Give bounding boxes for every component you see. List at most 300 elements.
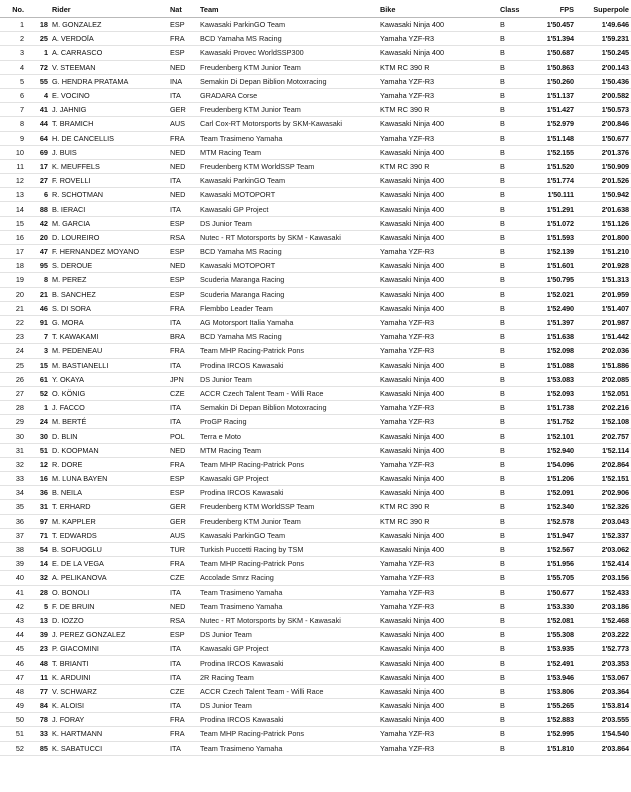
cell-position: 38 — [0, 542, 26, 556]
cell-rider-number: 39 — [26, 628, 50, 642]
cell-nationality: NED — [168, 145, 198, 159]
cell-rider-number: 77 — [26, 684, 50, 698]
cell-rider-name: T. EDWARDS — [50, 528, 168, 542]
table-row — [0, 259, 631, 273]
cell-rider-number: 69 — [26, 145, 50, 159]
column-header-nat: Nat — [168, 5, 198, 18]
cell-superpole-time: 2'02.085 — [576, 372, 631, 386]
table-row — [0, 60, 631, 74]
cell-rider-name: D. IOZZO — [50, 613, 168, 627]
cell-fps-time: 1'51.593 — [528, 230, 576, 244]
cell-team: Freudenberg KTM Junior Team — [198, 514, 378, 528]
cell-rider-number: 54 — [26, 542, 50, 556]
cell-rider-name: E. DE LA VEGA — [50, 557, 168, 571]
table-row — [0, 188, 631, 202]
cell-team: Freudenberg KTM Junior Team — [198, 103, 378, 117]
cell-bike: Yamaha YZF-R3 — [378, 131, 498, 145]
cell-fps-time: 1'55.265 — [528, 699, 576, 713]
cell-nationality: ITA — [168, 88, 198, 102]
table-row — [0, 642, 631, 656]
cell-rider-number: 61 — [26, 372, 50, 386]
cell-nationality: FRA — [168, 301, 198, 315]
cell-rider-name: V. STEEMAN — [50, 60, 168, 74]
cell-rider-number: 46 — [26, 301, 50, 315]
cell-position: 36 — [0, 514, 26, 528]
cell-rider-number: 1 — [26, 46, 50, 60]
cell-superpole-time: 1'53.067 — [576, 670, 631, 684]
cell-bike: Kawasaki Ninja 400 — [378, 628, 498, 642]
cell-bike: Kawasaki Ninja 400 — [378, 613, 498, 627]
cell-nationality: ESP — [168, 472, 198, 486]
cell-rider-name: P. GIACOMINI — [50, 642, 168, 656]
cell-rider-name: D. LOUREIRO — [50, 230, 168, 244]
cell-nationality: ESP — [168, 245, 198, 259]
cell-fps-time: 1'53.083 — [528, 372, 576, 386]
cell-rider-name: T. KAWAKAMI — [50, 330, 168, 344]
cell-superpole-time: 2'03.222 — [576, 628, 631, 642]
cell-fps-time: 1'51.638 — [528, 330, 576, 344]
cell-bike: Kawasaki Ninja 400 — [378, 642, 498, 656]
cell-position: 15 — [0, 216, 26, 230]
cell-superpole-time: 1'52.151 — [576, 472, 631, 486]
table-row — [0, 46, 631, 60]
cell-superpole-time: 2'02.757 — [576, 429, 631, 443]
cell-fps-time: 1'51.752 — [528, 415, 576, 429]
cell-class: B — [498, 301, 528, 315]
cell-rider-name: G. MORA — [50, 315, 168, 329]
table-row — [0, 202, 631, 216]
cell-nationality: GER — [168, 103, 198, 117]
cell-superpole-time: 1'51.210 — [576, 245, 631, 259]
cell-bike: Kawasaki Ninja 400 — [378, 46, 498, 60]
cell-bike: Kawasaki Ninja 400 — [378, 188, 498, 202]
cell-rider-name: M. PEDENEAU — [50, 344, 168, 358]
cell-superpole-time: 2'01.987 — [576, 315, 631, 329]
cell-position: 14 — [0, 202, 26, 216]
cell-position: 50 — [0, 713, 26, 727]
cell-rider-name: S. DEROUE — [50, 259, 168, 273]
cell-position: 12 — [0, 174, 26, 188]
cell-fps-time: 1'52.578 — [528, 514, 576, 528]
cell-bike: Kawasaki Ninja 400 — [378, 684, 498, 698]
cell-nationality: FRA — [168, 131, 198, 145]
cell-bike: Kawasaki Ninja 400 — [378, 273, 498, 287]
cell-position: 22 — [0, 315, 26, 329]
cell-team: Flembbo Leader Team — [198, 301, 378, 315]
cell-class: B — [498, 74, 528, 88]
cell-class: B — [498, 131, 528, 145]
table-row — [0, 245, 631, 259]
cell-team: Team MHP Racing-Patrick Pons — [198, 557, 378, 571]
cell-position: 24 — [0, 344, 26, 358]
table-row — [0, 330, 631, 344]
cell-nationality: ESP — [168, 287, 198, 301]
table-row — [0, 18, 631, 32]
cell-class: B — [498, 259, 528, 273]
cell-fps-time: 1'55.705 — [528, 571, 576, 585]
cell-nationality: NED — [168, 443, 198, 457]
cell-bike: KTM RC 390 R — [378, 500, 498, 514]
cell-position: 18 — [0, 259, 26, 273]
cell-position: 33 — [0, 472, 26, 486]
cell-rider-number: 30 — [26, 429, 50, 443]
cell-nationality: ESP — [168, 273, 198, 287]
cell-bike: Yamaha YZF-R3 — [378, 330, 498, 344]
cell-rider-number: 3 — [26, 344, 50, 358]
cell-class: B — [498, 670, 528, 684]
cell-position: 16 — [0, 230, 26, 244]
cell-nationality: AUS — [168, 528, 198, 542]
cell-bike: Kawasaki Ninja 400 — [378, 216, 498, 230]
cell-rider-name: H. DE CANCELLIS — [50, 131, 168, 145]
cell-fps-time: 1'50.260 — [528, 74, 576, 88]
cell-bike: Kawasaki Ninja 400 — [378, 443, 498, 457]
cell-fps-time: 1'51.947 — [528, 528, 576, 542]
cell-rider-number: 23 — [26, 642, 50, 656]
cell-bike: Kawasaki Ninja 400 — [378, 472, 498, 486]
cell-team: Freudenberg KTM WorldSSP Team — [198, 159, 378, 173]
cell-class: B — [498, 628, 528, 642]
cell-bike: KTM RC 390 R — [378, 103, 498, 117]
table-row — [0, 344, 631, 358]
table-row — [0, 174, 631, 188]
cell-fps-time: 1'50.677 — [528, 585, 576, 599]
cell-rider-name: V. SCHWARZ — [50, 684, 168, 698]
cell-nationality: ITA — [168, 585, 198, 599]
cell-team: DS Junior Team — [198, 372, 378, 386]
cell-class: B — [498, 273, 528, 287]
cell-team: ProGP Racing — [198, 415, 378, 429]
cell-rider-name: T. ERHARD — [50, 500, 168, 514]
cell-rider-number: 51 — [26, 443, 50, 457]
cell-rider-number: 27 — [26, 174, 50, 188]
cell-nationality: FRA — [168, 344, 198, 358]
cell-team: Team Trasimeno Yamaha — [198, 131, 378, 145]
cell-nationality: FRA — [168, 457, 198, 471]
cell-nationality: NED — [168, 259, 198, 273]
cell-rider-number: 12 — [26, 457, 50, 471]
cell-position: 37 — [0, 528, 26, 542]
cell-rider-name: B. NEILA — [50, 486, 168, 500]
table-row — [0, 145, 631, 159]
table-row — [0, 273, 631, 287]
cell-nationality: GER — [168, 500, 198, 514]
cell-superpole-time: 1'50.245 — [576, 46, 631, 60]
cell-nationality: ESP — [168, 486, 198, 500]
cell-rider-name: R. DORE — [50, 457, 168, 471]
cell-team: Kawasaki ParkinGO Team — [198, 528, 378, 542]
cell-nationality: ESP — [168, 18, 198, 32]
cell-rider-number: 32 — [26, 571, 50, 585]
cell-bike: Yamaha YZF-R3 — [378, 599, 498, 613]
cell-rider-name: M. GARCIA — [50, 216, 168, 230]
cell-bike: Kawasaki Ninja 400 — [378, 287, 498, 301]
cell-rider-number: 14 — [26, 557, 50, 571]
cell-position: 9 — [0, 131, 26, 145]
cell-bike: Yamaha YZF-R3 — [378, 344, 498, 358]
cell-team: Kawasaki GP Project — [198, 472, 378, 486]
column-header-bike: Bike — [378, 5, 498, 18]
table-row — [0, 358, 631, 372]
cell-class: B — [498, 145, 528, 159]
cell-rider-name: B. SANCHEZ — [50, 287, 168, 301]
cell-rider-name: K. ARDUINI — [50, 670, 168, 684]
cell-team: BCD Yamaha MS Racing — [198, 245, 378, 259]
cell-class: B — [498, 415, 528, 429]
cell-fps-time: 1'50.863 — [528, 60, 576, 74]
cell-class: B — [498, 202, 528, 216]
cell-team: 2R Racing Team — [198, 670, 378, 684]
cell-class: B — [498, 500, 528, 514]
cell-rider-name: O. BONOLI — [50, 585, 168, 599]
cell-fps-time: 1'50.457 — [528, 18, 576, 32]
cell-bike: KTM RC 390 R — [378, 159, 498, 173]
cell-rider-name: F. DE BRUIN — [50, 599, 168, 613]
cell-position: 32 — [0, 457, 26, 471]
cell-bike: Kawasaki Ninja 400 — [378, 386, 498, 400]
cell-rider-name: J. BUIS — [50, 145, 168, 159]
cell-position: 10 — [0, 145, 26, 159]
table-row — [0, 599, 631, 613]
cell-team: ACCR Czech Talent Team - Willi Race — [198, 684, 378, 698]
cell-superpole-time: 1'52.337 — [576, 528, 631, 542]
cell-class: B — [498, 713, 528, 727]
cell-team: Prodina IRCOS Kawasaki — [198, 713, 378, 727]
cell-rider-name: A. PELIKANOVA — [50, 571, 168, 585]
cell-nationality: ITA — [168, 656, 198, 670]
cell-fps-time: 1'51.291 — [528, 202, 576, 216]
cell-position: 40 — [0, 571, 26, 585]
cell-bike: Yamaha YZF-R3 — [378, 401, 498, 415]
cell-fps-time: 1'51.394 — [528, 32, 576, 46]
cell-nationality: ITA — [168, 699, 198, 713]
table-row — [0, 528, 631, 542]
cell-team: Freudenberg KTM WorldSSP Team — [198, 500, 378, 514]
cell-rider-number: 7 — [26, 330, 50, 344]
cell-bike: Kawasaki Ninja 400 — [378, 358, 498, 372]
cell-bike: Kawasaki Ninja 400 — [378, 18, 498, 32]
cell-class: B — [498, 642, 528, 656]
table-row — [0, 727, 631, 741]
cell-superpole-time: 2'03.353 — [576, 656, 631, 670]
cell-class: B — [498, 585, 528, 599]
cell-superpole-time: 2'00.143 — [576, 60, 631, 74]
cell-fps-time: 1'53.806 — [528, 684, 576, 698]
table-row — [0, 429, 631, 443]
cell-nationality: ITA — [168, 642, 198, 656]
cell-class: B — [498, 542, 528, 556]
table-row — [0, 628, 631, 642]
cell-fps-time: 1'52.091 — [528, 486, 576, 500]
cell-superpole-time: 1'50.573 — [576, 103, 631, 117]
cell-team: Kawasaki ParkinGO Team — [198, 18, 378, 32]
cell-fps-time: 1'51.956 — [528, 557, 576, 571]
cell-bike: Kawasaki Ninja 400 — [378, 528, 498, 542]
table-row — [0, 103, 631, 117]
cell-rider-number: 48 — [26, 656, 50, 670]
cell-team: DS Junior Team — [198, 216, 378, 230]
cell-superpole-time: 2'03.156 — [576, 571, 631, 585]
cell-rider-number: 18 — [26, 18, 50, 32]
cell-position: 51 — [0, 727, 26, 741]
cell-team: Team MHP Racing-Patrick Pons — [198, 344, 378, 358]
cell-fps-time: 1'51.072 — [528, 216, 576, 230]
cell-bike: Kawasaki Ninja 400 — [378, 145, 498, 159]
cell-rider-number: 20 — [26, 230, 50, 244]
table-row — [0, 656, 631, 670]
cell-fps-time: 1'52.340 — [528, 500, 576, 514]
cell-rider-name: T. BRAMICH — [50, 117, 168, 131]
cell-nationality: ITA — [168, 401, 198, 415]
cell-bike: Yamaha YZF-R3 — [378, 88, 498, 102]
cell-rider-name: J. FORAY — [50, 713, 168, 727]
cell-team: MTM Racing Team — [198, 443, 378, 457]
cell-bike: Kawasaki Ninja 400 — [378, 713, 498, 727]
cell-position: 25 — [0, 358, 26, 372]
cell-superpole-time: 1'52.468 — [576, 613, 631, 627]
cell-class: B — [498, 245, 528, 259]
cell-nationality: AUS — [168, 117, 198, 131]
cell-rider-name: M. KAPPLER — [50, 514, 168, 528]
cell-fps-time: 1'53.946 — [528, 670, 576, 684]
cell-team: Kawasaki MOTOPORT — [198, 259, 378, 273]
cell-fps-time: 1'52.979 — [528, 117, 576, 131]
cell-superpole-time: 2'02.036 — [576, 344, 631, 358]
cell-superpole-time: 2'03.864 — [576, 741, 631, 755]
column-header-position: No. — [0, 5, 26, 18]
cell-rider-name: D. KOOPMAN — [50, 443, 168, 457]
cell-class: B — [498, 514, 528, 528]
cell-nationality: ITA — [168, 670, 198, 684]
cell-class: B — [498, 88, 528, 102]
cell-nationality: ITA — [168, 415, 198, 429]
table-row — [0, 571, 631, 585]
cell-superpole-time: 2'02.906 — [576, 486, 631, 500]
cell-rider-name: K. SABATUCCI — [50, 741, 168, 755]
cell-superpole-time: 1'51.126 — [576, 216, 631, 230]
cell-rider-number: 52 — [26, 386, 50, 400]
cell-team: Kawasaki GP Project — [198, 202, 378, 216]
cell-superpole-time: 1'51.442 — [576, 330, 631, 344]
cell-rider-number: 33 — [26, 727, 50, 741]
cell-nationality: CZE — [168, 571, 198, 585]
cell-nationality: FRA — [168, 32, 198, 46]
cell-fps-time: 1'51.148 — [528, 131, 576, 145]
cell-rider-name: A. VERDOÏA — [50, 32, 168, 46]
cell-team: Kawasaki Provec WorldSSP300 — [198, 46, 378, 60]
cell-position: 42 — [0, 599, 26, 613]
table-row — [0, 88, 631, 102]
cell-rider-number: 47 — [26, 245, 50, 259]
cell-rider-number: 64 — [26, 131, 50, 145]
cell-bike: Kawasaki Ninja 400 — [378, 259, 498, 273]
cell-fps-time: 1'54.096 — [528, 457, 576, 471]
cell-team: Scuderia Maranga Racing — [198, 287, 378, 301]
cell-team: Kawasaki ParkinGO Team — [198, 174, 378, 188]
cell-rider-number: 71 — [26, 528, 50, 542]
cell-rider-name: M. PEREZ — [50, 273, 168, 287]
cell-position: 17 — [0, 245, 26, 259]
cell-team: GRADARA Corse — [198, 88, 378, 102]
table-row — [0, 557, 631, 571]
cell-position: 30 — [0, 429, 26, 443]
cell-team: DS Junior Team — [198, 628, 378, 642]
cell-bike: Yamaha YZF-R3 — [378, 32, 498, 46]
cell-team: BCD Yamaha MS Racing — [198, 32, 378, 46]
table-row — [0, 713, 631, 727]
table-row — [0, 372, 631, 386]
cell-fps-time: 1'51.397 — [528, 315, 576, 329]
cell-bike: Yamaha YZF-R3 — [378, 727, 498, 741]
cell-rider-number: 88 — [26, 202, 50, 216]
cell-class: B — [498, 401, 528, 415]
cell-fps-time: 1'52.490 — [528, 301, 576, 315]
cell-rider-name: D. BLIN — [50, 429, 168, 443]
cell-rider-number: 91 — [26, 315, 50, 329]
cell-bike: Yamaha YZF-R3 — [378, 557, 498, 571]
cell-fps-time: 1'52.567 — [528, 542, 576, 556]
cell-superpole-time: 2'03.043 — [576, 514, 631, 528]
cell-fps-time: 1'52.101 — [528, 429, 576, 443]
cell-nationality: INA — [168, 74, 198, 88]
cell-nationality: POL — [168, 429, 198, 443]
table-header-row — [0, 5, 631, 18]
cell-position: 46 — [0, 656, 26, 670]
cell-team: Prodina IRCOS Kawasaki — [198, 656, 378, 670]
cell-position: 27 — [0, 386, 26, 400]
cell-rider-name: B. SOFUOGLU — [50, 542, 168, 556]
cell-position: 20 — [0, 287, 26, 301]
cell-rider-number: 41 — [26, 103, 50, 117]
cell-class: B — [498, 344, 528, 358]
cell-rider-number: 36 — [26, 486, 50, 500]
cell-class: B — [498, 457, 528, 471]
cell-rider-number: 55 — [26, 74, 50, 88]
column-header-class: Class — [498, 5, 528, 18]
cell-team: ACCR Czech Talent Team - Willi Race — [198, 386, 378, 400]
cell-rider-number: 72 — [26, 60, 50, 74]
cell-rider-name: K. ALOISI — [50, 699, 168, 713]
cell-rider-name: R. SCHOTMAN — [50, 188, 168, 202]
cell-class: B — [498, 18, 528, 32]
cell-class: B — [498, 117, 528, 131]
cell-nationality: ESP — [168, 628, 198, 642]
cell-rider-number: 21 — [26, 287, 50, 301]
cell-fps-time: 1'51.427 — [528, 103, 576, 117]
cell-fps-time: 1'53.330 — [528, 599, 576, 613]
cell-rider-number: 11 — [26, 670, 50, 684]
cell-class: B — [498, 32, 528, 46]
table-row — [0, 159, 631, 173]
cell-position: 5 — [0, 74, 26, 88]
cell-position: 52 — [0, 741, 26, 755]
cell-fps-time: 1'52.155 — [528, 145, 576, 159]
cell-nationality: FRA — [168, 557, 198, 571]
cell-bike: Kawasaki Ninja 400 — [378, 301, 498, 315]
table-row — [0, 117, 631, 131]
cell-rider-name: M. LUNA BAYEN — [50, 472, 168, 486]
cell-fps-time: 1'52.995 — [528, 727, 576, 741]
cell-superpole-time: 1'53.814 — [576, 699, 631, 713]
table-row — [0, 443, 631, 457]
cell-class: B — [498, 472, 528, 486]
cell-class: B — [498, 557, 528, 571]
cell-bike: Kawasaki Ninja 400 — [378, 372, 498, 386]
cell-position: 21 — [0, 301, 26, 315]
cell-superpole-time: 2'02.864 — [576, 457, 631, 471]
cell-rider-number: 1 — [26, 401, 50, 415]
cell-superpole-time: 1'52.433 — [576, 585, 631, 599]
